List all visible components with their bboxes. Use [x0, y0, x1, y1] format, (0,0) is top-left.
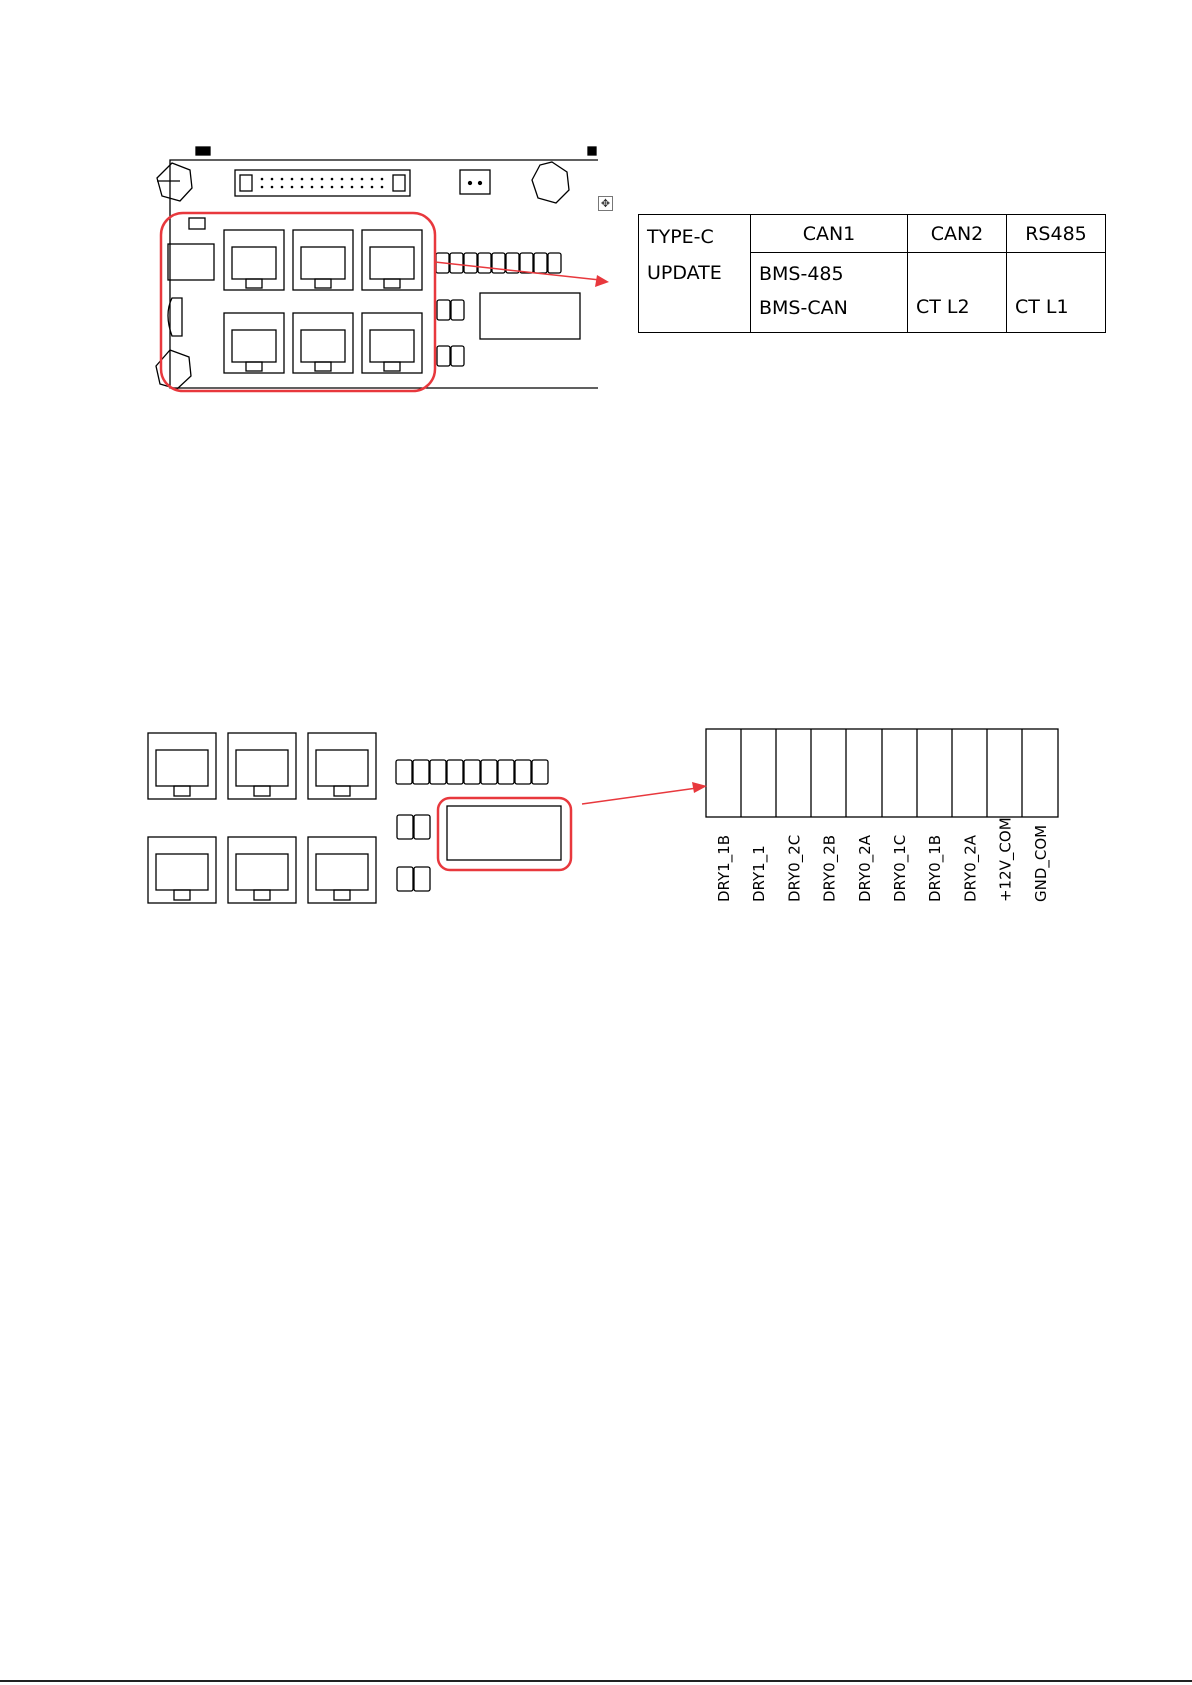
cell-can2: CAN2	[908, 215, 1007, 253]
cell-update: UPDATE	[647, 262, 722, 284]
rj45-ports-detail	[148, 733, 376, 903]
terminal-strip	[706, 729, 1058, 817]
cell-ct-l1: CT L1	[1007, 253, 1106, 333]
pin-label: DRY1_1	[750, 845, 769, 902]
pin-label: GND_COM	[1031, 824, 1050, 902]
pin-label: DRY0_2B	[820, 834, 839, 902]
pin-label: DRY1_1B	[715, 834, 733, 902]
dry-contact-block-detail	[447, 806, 561, 860]
cell-can1: CAN1	[751, 215, 908, 253]
pin-label: DRY0_2A	[961, 834, 980, 902]
pin-label: DRY0_2C	[785, 834, 804, 902]
table-move-handle[interactable]: ✥	[598, 196, 613, 211]
page-bottom-rule	[0, 1680, 1192, 1682]
pin-label: DRY0_1B	[926, 834, 945, 902]
cell-bms-485: BMS-485	[759, 263, 844, 285]
pin-label: DRY0_1C	[891, 834, 909, 902]
led-row-detail	[396, 760, 548, 784]
cell-rs485: RS485	[1007, 215, 1106, 253]
pin-label: +12V_COM	[996, 817, 1015, 902]
cell-type-c: TYPE-C	[647, 226, 714, 248]
pin-label: DRY0_2A	[855, 834, 874, 902]
cell-ct-l2: CT L2	[908, 253, 1007, 333]
dry-contact-arrow	[582, 788, 697, 804]
dry-contact-highlight-box	[438, 798, 571, 870]
cell-bms-can: BMS-CAN	[759, 297, 848, 319]
